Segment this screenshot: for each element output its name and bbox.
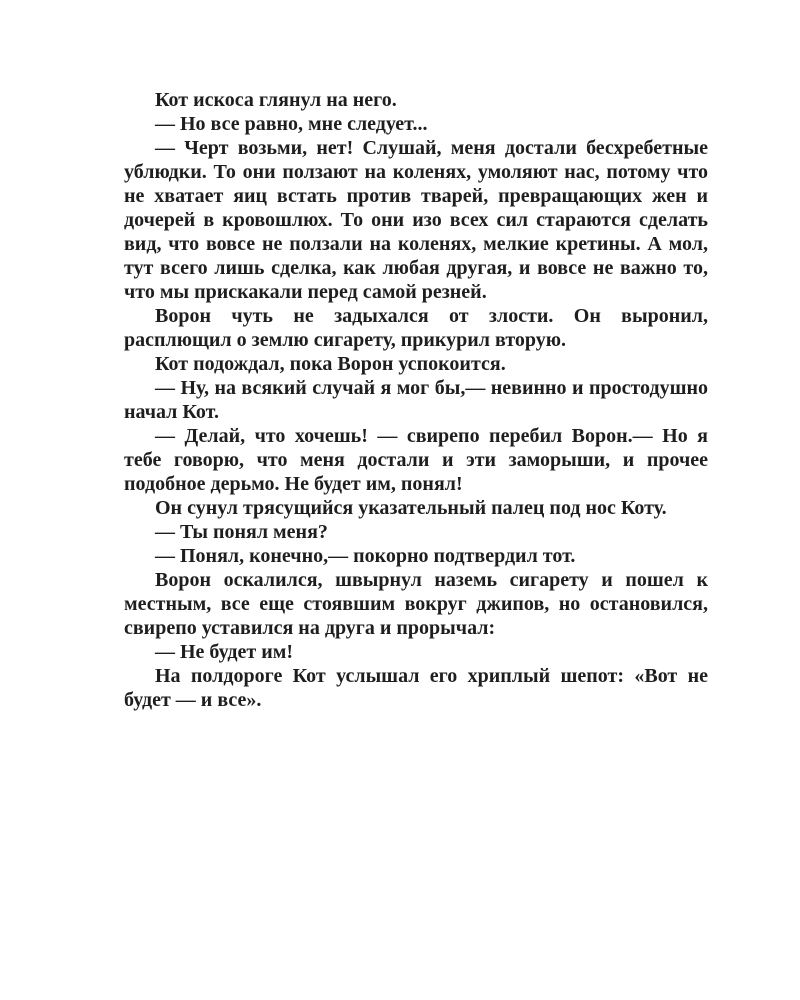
paragraph-10: — Понял, конечно,— покорно подтвердил тот. xyxy=(155,545,576,567)
paragraph-5: Кот подождал, пока Ворон успокоится. xyxy=(155,353,506,375)
page-text xyxy=(124,88,708,712)
paragraph-8: Он сунул трясущийся указательный палец под нос Коту. xyxy=(155,497,667,519)
paragraph-13: На полдороге Кот услышал его хриплый шепот: «Вот не будет — и все». xyxy=(124,665,708,711)
paragraph-9: — Ты понял меня? xyxy=(155,521,328,543)
paragraph-6: — Ну, на всякий случай я мог бы,— невинно и простодушно начал Кот. xyxy=(124,377,708,423)
paragraph-1: Кот искоса глянул на него. xyxy=(155,89,397,111)
paragraph-2: — Но все равно, мне следует... xyxy=(155,113,428,135)
paragraph-7: — Делай, что хочешь! — свирепо перебил Ворон.— Но я тебе говорю, что меня достали и эти заморыши, и прочее подобное дерьмо. Не будет им, понял! xyxy=(124,425,708,495)
paragraph-12: — Не будет им! xyxy=(155,641,294,663)
paragraph-3: — Черт возьми, нет! Слушай, меня достали бесхребетные ублюдки. То они ползают на коленях, умоляют нас, потому что не хватает яиц встать против тварей, превращающих жен и дочерей в кровошлюх. То они изо всех сил стараются сделать вид, что вовсе не ползали на коленях, мелкие кретины. А мол, тут всего лишь сделка, как любая другая, и вовсе не важно то, что мы прискакали перед самой резней. xyxy=(124,137,708,303)
paragraph-4: Ворон чуть не задыхался от злости. Он выронил, расплющил о землю сигарету, прикурил вторую. xyxy=(124,305,708,351)
paragraph-11: Ворон оскалился, швырнул наземь сигарету и пошел к местным, все еще стоявшим вокруг джипов, но остановился, свирепо уставился на друга и прорычал: xyxy=(124,569,708,639)
